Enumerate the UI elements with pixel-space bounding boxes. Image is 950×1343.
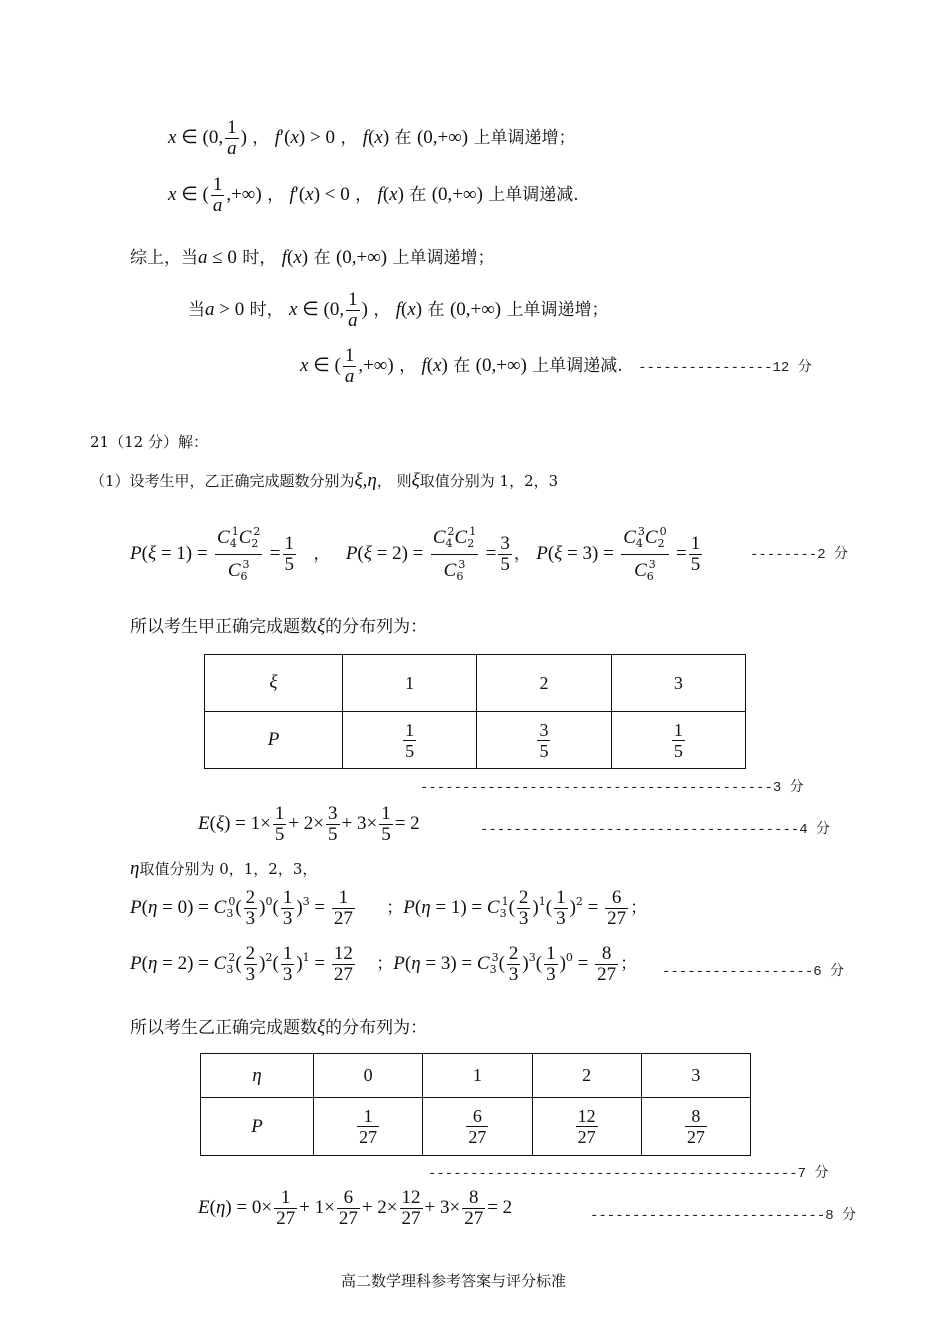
eta-probability-line-2: $P(\eta = 2) = C_3^2$( $\frac{2}{3}$ )$^2$( $\frac{1}{3}$ )$^1$ = $\frac{12}{27}$ ；$P(\eta = 3) = C_3^3$( $\frac{2}{3}$ )$^3$( $\frac{1}{3}$ )$^0$ = $\frac{8}{27}$ ； bbox=[130, 943, 638, 985]
table-row-label: P bbox=[201, 1098, 314, 1156]
xi-probability-line: P(ξ = 1) = $\frac{C_4^1C_2^2}{C_6^3}$ = $\frac{1}{5}$ ， P(ξ = 2) = $\frac{C_4^2C_2^1}{C_6^3}$ = $\frac{3}{5}$ ， P(ξ = 3) = $\frac{C_4^3C_2^0}{C_6^3}$ = $\frac{1}{5}$ bbox=[130, 522, 704, 587]
problem-21-header: 21（12 分）解： bbox=[90, 433, 208, 451]
table-cell-probability: $\frac{8}{27}$ bbox=[641, 1098, 750, 1156]
table-header-value: 2 bbox=[477, 655, 611, 712]
table-cell-probability: $\frac{1}{5}$ bbox=[611, 712, 745, 769]
solution-line-1: x ∈ (0, $\frac{1}{a}$ ) ， f′(x) > 0 ， f(x) 在 (0,+∞) 上单调递增； bbox=[168, 117, 576, 159]
table-header-value: 2 bbox=[532, 1054, 641, 1098]
table-cell-probability: $\frac{3}{5}$ bbox=[477, 712, 611, 769]
xi-expectation-line: E(ξ) = 1× $\frac{1}{5}$ + 2× $\frac{3}{5}$ + 3× $\frac{1}{5}$ = 2 bbox=[198, 803, 420, 845]
table-header-value: 1 bbox=[343, 655, 477, 712]
solution-line-2: x ∈ ( $\frac{1}{a}$ ,+∞) ， f′(x) < 0 ， f(x) 在 (0,+∞) 上单调递减. bbox=[168, 174, 579, 216]
solution-summary-line: 综上，当a ≤ 0 时， f(x) 在 (0,+∞) 上单调递增； bbox=[130, 247, 495, 268]
eta-probability-line-1: $P(\eta = 0) = C_3^0$( $\frac{2}{3}$ )$^0$( $\frac{1}{3}$ )$^3$ = $\frac{1}{27}$ ；$P(\eta = 1) = C_3^1$( $\frac{2}{3}$ )$^1$( $\frac{1}{3}$ )$^2$ = $\frac{6}{27}$ ； bbox=[130, 887, 648, 929]
table-cell-probability: $\frac{1}{5}$ bbox=[343, 712, 477, 769]
score-marker-3: ------------------------------------------3 分 bbox=[420, 780, 804, 796]
score-marker-2: --------2 分 bbox=[750, 547, 849, 563]
xi-distribution-intro: 所以考生甲正确完成题数ξ的分布列为： bbox=[130, 616, 428, 637]
eta-values-line: η取值分别为 0，1，2，3， bbox=[130, 858, 318, 879]
table-cell-probability: $\frac{6}{27}$ bbox=[423, 1098, 532, 1156]
score-marker-6: ------------------6 分 bbox=[662, 964, 845, 980]
page-footer: 高二数学理科参考答案与评分标准 bbox=[341, 1272, 567, 1290]
eta-distribution-intro: 所以考生乙正确完成题数ξ的分布列为： bbox=[130, 1017, 428, 1038]
score-marker-8: ----------------------------8 分 bbox=[590, 1208, 857, 1224]
score-marker-12: ----------------12 分 bbox=[638, 360, 812, 376]
eta-expectation-line: E(η) = 0× $\frac{1}{27}$ + 1× $\frac{6}{27}$ + 2× $\frac{12}{27}$ + 3× $\frac{8}{27}$ = 2 bbox=[198, 1187, 513, 1229]
solution-summary-line-2: 当a > 0 时， x ∈ (0, $\frac{1}{a}$ ) ， f(x) 在 (0,+∞) 上单调递增； bbox=[188, 289, 609, 331]
table-header-value: 3 bbox=[611, 655, 745, 712]
eta-distribution-table bbox=[200, 1053, 751, 1156]
table-row-label: P bbox=[205, 712, 343, 769]
table-header-value: 0 bbox=[314, 1054, 423, 1098]
table-cell-probability: $\frac{12}{27}$ bbox=[532, 1098, 641, 1156]
solution-summary-line-3: x ∈ ( $\frac{1}{a}$ ,+∞) ， f(x) 在 (0,+∞) 上单调递减. ----------------12 分 bbox=[300, 345, 812, 387]
xi-distribution-table bbox=[204, 654, 746, 769]
score-marker-4: --------------------------------------4 分 bbox=[480, 822, 831, 838]
table-cell-probability: $\frac{1}{27}$ bbox=[314, 1098, 423, 1156]
table-header-variable: ξ bbox=[205, 655, 343, 712]
table-header-variable: η bbox=[201, 1054, 314, 1098]
table-header-value: 3 bbox=[641, 1054, 750, 1098]
score-marker-7: --------------------------------------------7 分 bbox=[428, 1166, 829, 1182]
table-header-value: 1 bbox=[423, 1054, 532, 1098]
part-1-intro: （1）设考生甲，乙正确完成题数分别为ξ,η， 则ξ取值分别为 1，2，3 bbox=[90, 470, 559, 491]
